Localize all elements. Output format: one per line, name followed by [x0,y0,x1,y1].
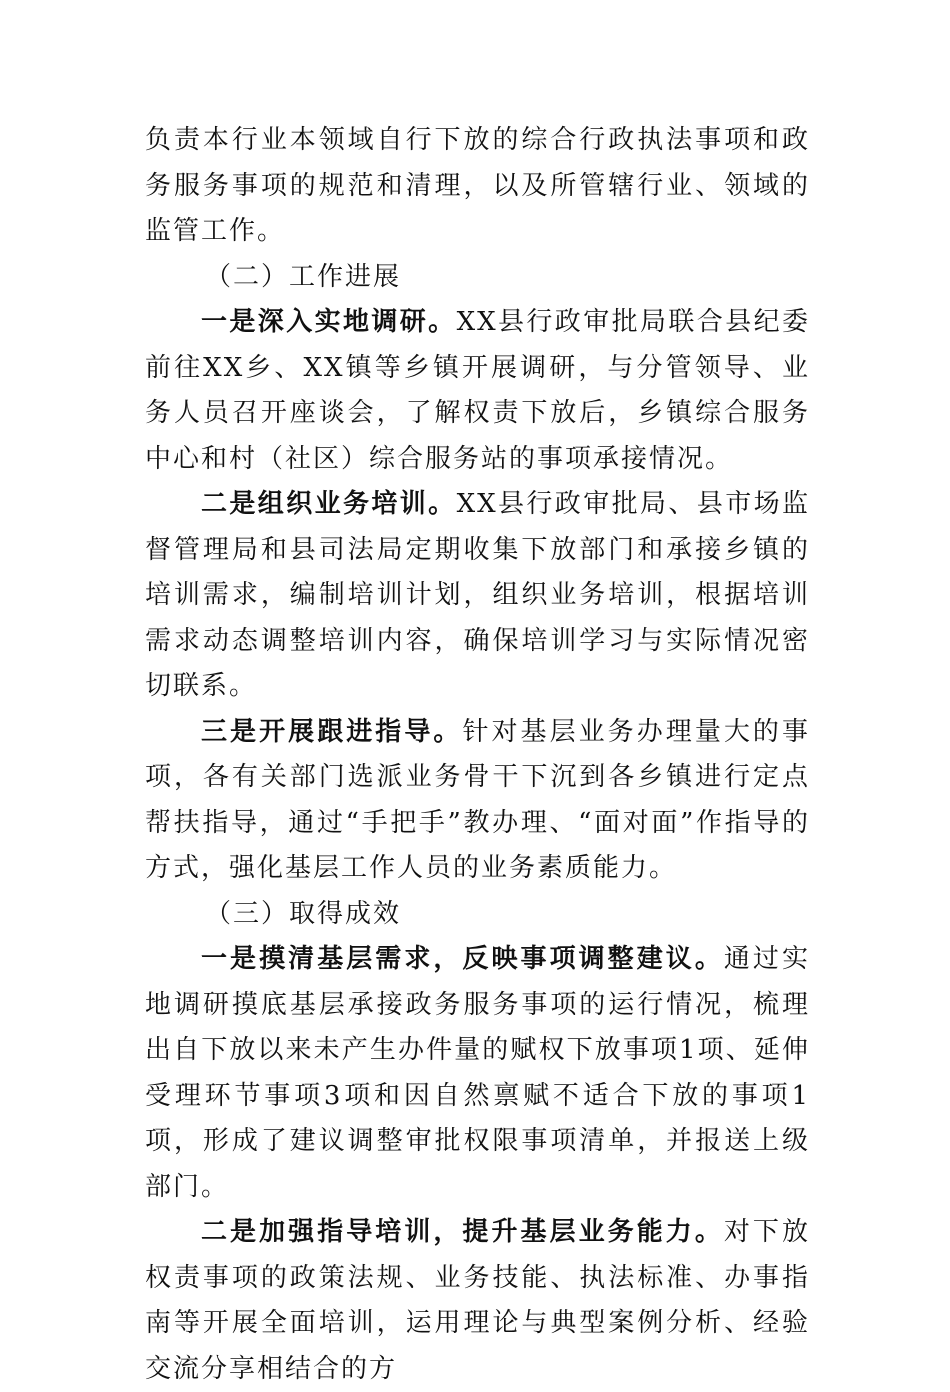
paragraph-lead: 一是摸清基层需求，反映事项调整建议。 [201,944,724,974]
section-heading-results: （三）取得成效 [205,898,402,929]
paragraph-training [145,482,810,710]
paragraph-body: XX县行政审批局联合县纪委前往XX乡、XX镇等乡镇开展调研，与分管领导、业务人员召开座谈会，了解权责下放后，乡镇综合服务中心和村（社区）综合服务站的事项承接情况。 [145,307,810,474]
paragraph-body: 通过实地调研摸底基层承接政务服务事项的运行情况，梳理出自下放以来未产生办件量的赋权下放事项1项、延伸受理环节事项3项和因自然禀赋不适合下放的事项1项，形成了建议调整审批权限事项清单，并报送上级部门。 [145,944,810,1202]
paragraph-body: XX县行政审批局、县市场监督管理局和县司法局定期收集下放部门和承接乡镇的培训需求，编制培训计划，组织业务培训，根据培训需求动态调整培训内容，确保培训学习与实际情况密切联系。 [145,489,810,701]
paragraph-lead: 三是开展跟进指导。 [201,716,463,747]
paragraph-lead: 一是深入实地调研。 [201,307,457,337]
paragraph-continuation: 负责本行业本领域自行下放的综合行政执法事项和政务服务事项的规范和清理，以及所管辖行业、领域的监管工作。 [145,125,810,246]
paragraph-body: 对下放权责事项的政策法规、业务技能、执法标准、办事指南等开展全面培训，运用理论与典型案例分析、经验交流分享相结合的方 [145,1217,810,1384]
paragraph-capability [145,1210,810,1392]
section-heading-progress: （二）工作进展 [205,261,402,292]
paragraph-needs [145,937,810,1210]
document-page [145,118,810,1392]
paragraph-lead: 二是组织业务培训。 [201,489,457,519]
paragraph-body: 针对基层业务办理量大的事项，各有关部门选派业务骨干下沉到各乡镇进行定点帮扶指导，通过“手把手”教办理、“面对面”作指导的方式，强化基层工作人员的业务素质能力。 [145,716,810,883]
paragraph-guidance [145,710,810,892]
paragraph-lead: 二是加强指导培训，提升基层业务能力。 [201,1217,724,1247]
paragraph-research [145,300,810,482]
